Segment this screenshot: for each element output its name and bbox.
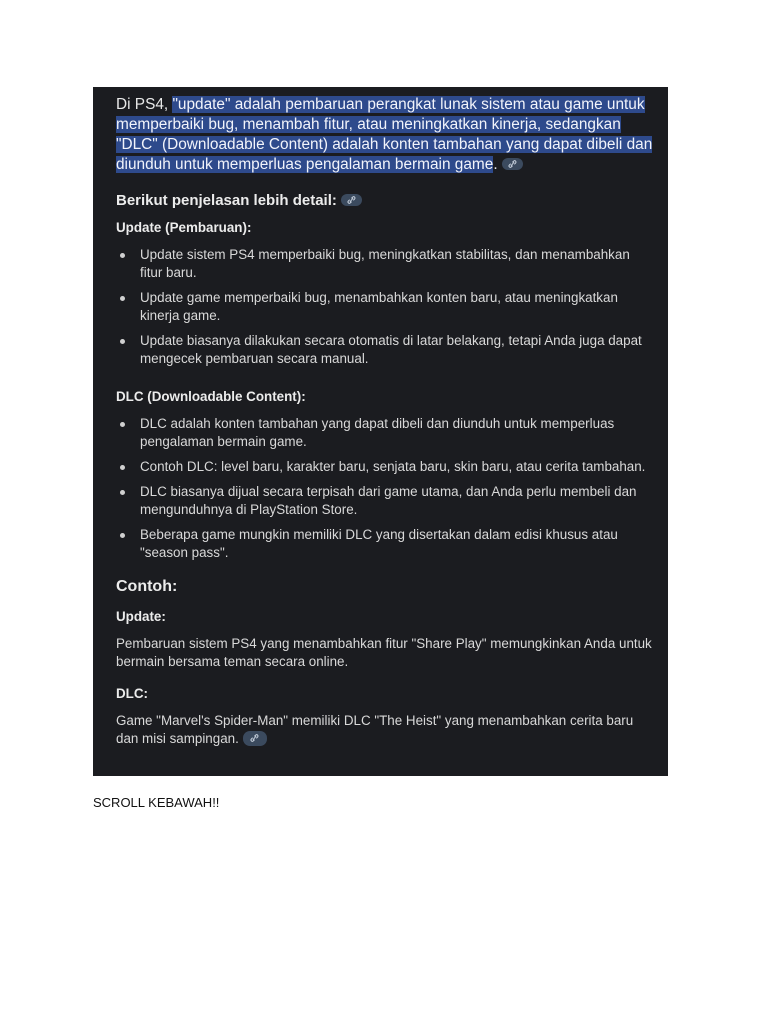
detail-heading-text: Berikut penjelasan lebih detail: — [116, 192, 337, 209]
bullet-dot — [120, 422, 125, 427]
link-icon — [508, 160, 517, 168]
list-item — [116, 483, 646, 519]
list-item — [116, 289, 646, 325]
detail-heading — [116, 191, 668, 211]
link-icon — [347, 196, 356, 204]
dlc-bullet-list — [116, 415, 646, 562]
list-item — [116, 526, 646, 562]
list-item-text: DLC biasanya dijual secara terpisah dari game utama, dan Anda perlu membeli dan mengunduhnya di PlayStation Store. — [140, 484, 637, 517]
bullet-dot — [120, 490, 125, 495]
link-icon — [250, 734, 259, 742]
source-link-chip[interactable] — [502, 158, 523, 170]
list-item-text: Update biasanya dilakukan secara otomatis di latar belakang, tetapi Anda juga dapat mengecek pembaruan secara manual. — [140, 333, 642, 366]
list-item-text: Update sistem PS4 memperbaiki bug, meningkatkan stabilitas, dan menambahkan fitur baru. — [140, 247, 630, 280]
list-item — [116, 246, 646, 282]
example-dlc-label: DLC: — [116, 686, 148, 701]
intro-highlighted-text: "update" adalah pembaruan perangkat lunak sistem atau game untuk memperbaiki bug, menambah fitur, atau meningkatkan kinerja, sedangkan "DLC" (Downloadable Content) adalah konten tambahan yang dapat dibeli dan diunduh untuk memperluas pengalaman bermain game — [116, 96, 653, 173]
source-link-chip[interactable] — [341, 194, 362, 206]
source-link-chip[interactable] — [243, 731, 267, 746]
list-item — [116, 415, 646, 451]
examples-heading: Contoh: — [116, 578, 178, 595]
list-item-text: DLC adalah konten tambahan yang dapat dibeli dan diunduh untuk memperluas pengalaman bermain game. — [140, 416, 615, 449]
update-section-heading: Update (Pembaruan): — [116, 220, 252, 235]
example-update-label: Update: — [116, 609, 166, 624]
dlc-section-heading: DLC (Downloadable Content): — [116, 389, 306, 404]
list-item-text: Contoh DLC: level baru, karakter baru, senjata baru, skin baru, atau cerita tambahan. — [140, 459, 646, 474]
example-dlc-paragraph — [116, 712, 656, 748]
scroll-note: SCROLL KEBAWAH!! — [93, 795, 220, 810]
list-item — [116, 332, 646, 368]
bullet-dot — [120, 253, 125, 258]
intro-suffix: . — [493, 156, 498, 173]
list-item — [116, 458, 646, 476]
example-dlc-text: Game "Marvel's Spider-Man" memiliki DLC "The Heist" yang menambahkan cerita baru dan misi sampingan. — [116, 713, 634, 746]
bullet-dot — [120, 465, 125, 470]
intro-paragraph — [116, 95, 656, 175]
list-item-text: Update game memperbaiki bug, menambahkan konten baru, atau meningkatkan kinerja game. — [140, 290, 618, 323]
update-bullet-list — [116, 246, 646, 368]
intro-prefix: Di PS4, — [116, 96, 173, 113]
bullet-dot — [120, 339, 125, 344]
bullet-dot — [120, 296, 125, 301]
example-update-text: Pembaruan sistem PS4 yang menambahkan fitur "Share Play" memungkinkan Anda untuk bermain bersama teman secara online. — [116, 636, 652, 669]
list-item-text: Beberapa game mungkin memiliki DLC yang disertakan dalam edisi khusus atau "season pass". — [140, 527, 618, 560]
bullet-dot — [120, 533, 125, 538]
answer-screenshot — [93, 87, 668, 776]
